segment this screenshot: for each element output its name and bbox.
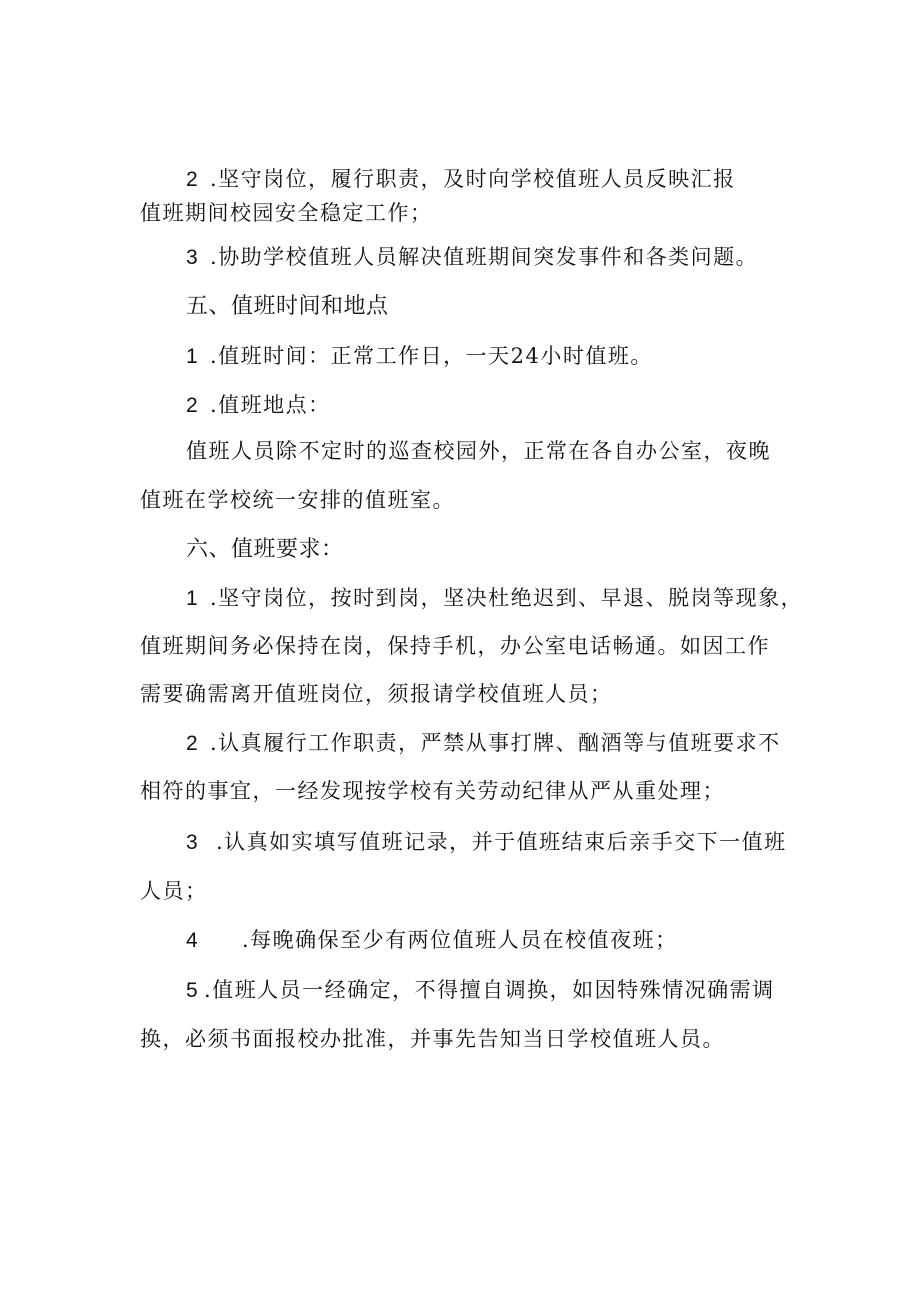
item-number: 2 — [186, 394, 200, 417]
section-heading-5: 五、值班时间和地点 — [186, 294, 389, 319]
item-text: .坚守岗位，按时到岗，坚决杜绝迟到、早退、脱岗等现象， — [210, 586, 804, 610]
item-4-3-line-1 — [186, 242, 758, 273]
item-number: 5 — [186, 979, 200, 1002]
item-number: 3 — [186, 831, 200, 854]
item-5-2-paragraph-line-2: 值班在学校统一安排的值班室。 — [140, 488, 455, 512]
item-text: .值班人员一经确定，不得擅自调换，如因特殊情况确需调 — [204, 978, 775, 1002]
item-text: .值班地点： — [210, 393, 331, 417]
item-6-5-line-1 — [186, 975, 775, 1006]
item-text: .认真履行工作职责，严禁从事打牌、酗酒等与值班要求不 — [210, 731, 781, 755]
item-text: .坚守岗位，履行职责，及时向学校值班人员反映汇报 — [210, 167, 736, 191]
item-number: 4 — [186, 929, 200, 952]
item-6-1-line-1 — [186, 583, 803, 614]
item-number: 1 — [186, 587, 200, 610]
item-number: 1 — [186, 345, 200, 368]
item-text: .每晚确保至少有两位值班人员在校值夜班； — [242, 928, 678, 952]
section-heading-6: 六、值班要求： — [186, 537, 344, 562]
item-number: 2 — [186, 732, 200, 755]
item-4-2-line-2: 值班期间校园安全稳定工作； — [140, 201, 433, 225]
item-5-2-line-1 — [186, 390, 331, 421]
item-6-3-line-2: 人员； — [140, 879, 208, 903]
item-number: 3 — [186, 246, 200, 269]
item-6-3-line-1 — [186, 827, 787, 858]
item-6-4-line-1 — [186, 925, 678, 956]
item-6-5-line-2: 换，必须书面报校办批准，并事先告知当日学校值班人员。 — [140, 1027, 725, 1051]
item-number: 2 — [186, 168, 200, 191]
item-text: .协助学校值班人员解决值班期间突发事件和各类问题。 — [210, 245, 759, 269]
item-4-2-line-1 — [186, 164, 736, 195]
item-6-1-line-2: 值班期间务必保持在岗，保持手机，办公室电话畅通。如因工作 — [140, 634, 770, 658]
item-5-1-line-1 — [186, 341, 653, 372]
item-5-2-paragraph-line-1: 值班人员除不定时的巡查校园外，正常在各自办公室，夜晚 — [186, 439, 771, 463]
item-6-1-line-3: 需要确需离开值班岗位，须报请学校值班人员； — [140, 682, 613, 706]
item-6-2-line-1 — [186, 728, 781, 759]
item-6-2-line-2: 相符的事宜，一经发现按学校有关劳动纪律从严从重处理； — [140, 779, 725, 803]
item-text: .认真如实填写值班记录，并于值班结束后亲手交下一值班 — [216, 830, 787, 854]
item-text: .值班时间：正常工作日，一天24小时值班。 — [210, 344, 653, 368]
